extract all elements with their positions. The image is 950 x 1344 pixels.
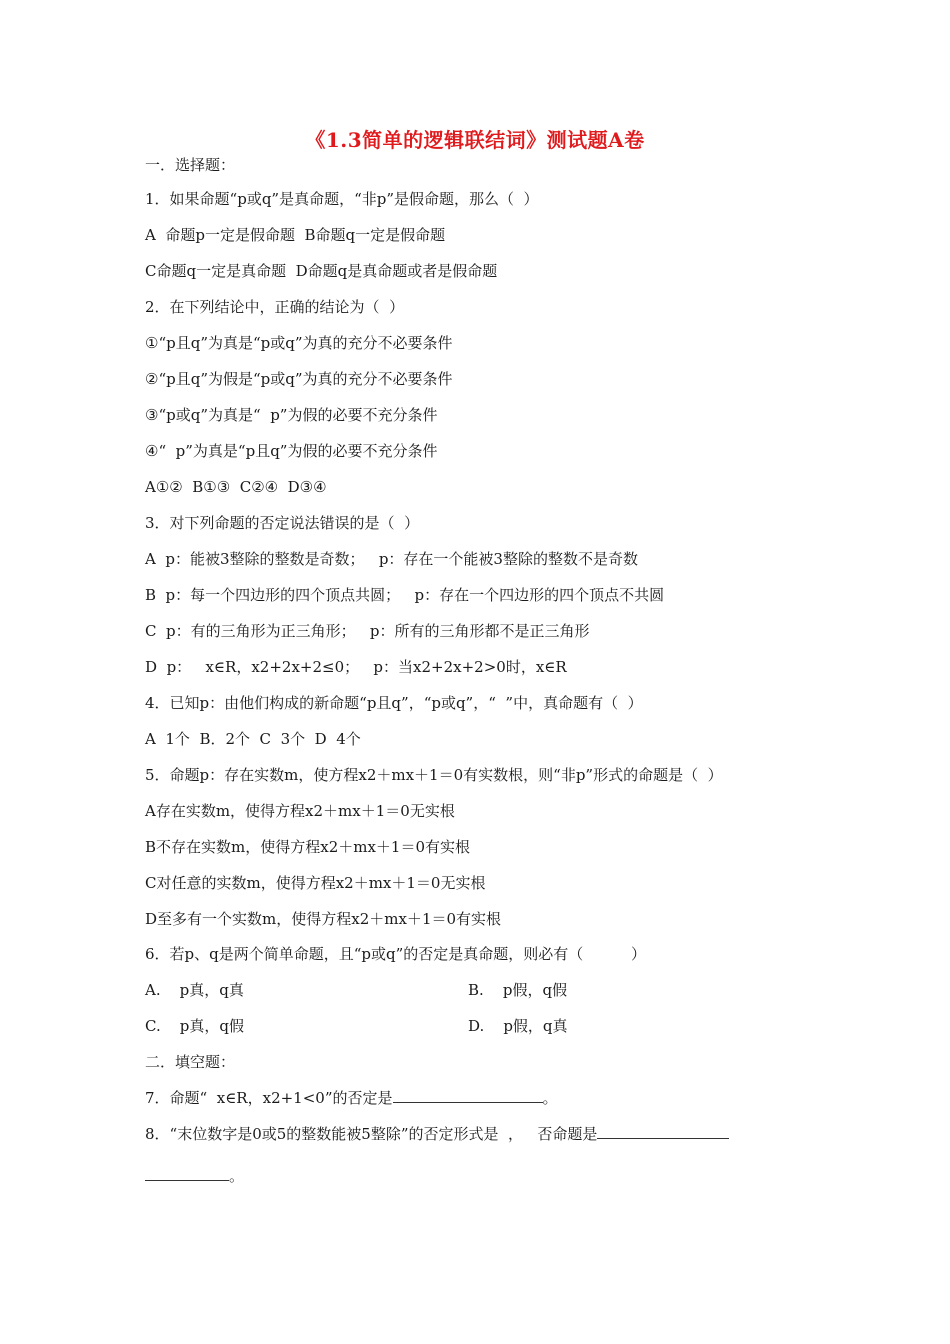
question-6-option-a: A. p真，q真 [145,981,244,999]
question-1-stem: 1．如果命题“p或q”是真命题，“非p”是假命题，那么（ ） [145,190,539,208]
question-5-option-a: A存在实数m，使得方程x2＋mx＋1＝0无实根 [145,802,455,820]
question-3-option-c: C p：有的三角形为正三角形； p：所有的三角形都不是正三角形 [145,622,590,640]
question-5-option-b: B不存在实数m，使得方程x2＋mx＋1＝0有实根 [145,838,471,856]
question-3-option-b: B p：每一个四边形的四个顶点共圆； p：存在一个四边形的四个顶点不共圆 [145,586,665,604]
question-7 [145,1088,558,1108]
question-2-stem: 2．在下列结论中，正确的结论为（ ） [145,298,405,316]
question-8 [145,1124,729,1144]
question-8-end: 。 [229,1167,245,1185]
question-8-answer-blank[interactable] [597,1124,729,1139]
question-6-option-c: C. p真，q假 [145,1017,244,1035]
question-1-options-ab: A 命题p一定是假命题 B命题q一定是假命题 [145,226,446,244]
question-1-options-cd: C命题q一定是真命题 D命题q是真命题或者是假命题 [145,262,498,280]
question-2-statement-2: ②“p且q”为假是“p或q”为真的充分不必要条件 [145,370,453,388]
question-8-answer-blank-cont[interactable] [145,1166,229,1181]
question-7-end: 。 [542,1089,558,1107]
question-2-options: A①② B①③ C②④ D③④ [145,478,327,496]
question-5-stem: 5．命题p：存在实数m，使方程x2＋mx＋1＝0有实数根，则“非p”形式的命题是（ ） [145,766,723,784]
question-2-statement-3: ③“p或q”为真是“ p”为假的必要不充分条件 [145,406,438,424]
question-2-statement-4: ④“ p”为真是“p且q”为假的必要不充分条件 [145,442,438,460]
question-8-continuation [145,1166,244,1186]
question-2-statement-1: ①“p且q”为真是“p或q”为真的充分不必要条件 [145,334,453,352]
question-3-stem: 3．对下列命题的否定说法错误的是（ ） [145,514,420,532]
question-4-options: A 1个 B．2个 C 3个 D 4个 [145,730,361,748]
question-6-option-b: B. p假，q假 [468,981,568,999]
question-6-stem: 6．若p、q是两个简单命题，且“p或q”的否定是真命题，则必有（ ） [145,945,646,963]
question-5-option-c: C对任意的实数m，使得方程x2＋mx＋1＝0无实根 [145,874,486,892]
page-title: 《1.3简单的逻辑联结词》测试题A卷 [305,128,645,152]
question-3-option-a: A p：能被3整除的整数是奇数； p：存在一个能被3整除的整数不是奇数 [145,550,638,568]
question-4-stem: 4．已知p：由他们构成的新命题“p且q”，“p或q”，“ ”中，真命题有（ ） [145,694,643,712]
question-3-option-d: D p： x∈R，x2+2x+2≤0； p：当x2+2x+2>0时，x∈R [145,658,567,676]
section-heading-fill: 二．填空题： [145,1053,236,1071]
question-8-stem: 8．“末位数字是0或5的整数能被5整除”的否定形式是 ， 否命题是 [145,1125,598,1143]
question-7-stem: 7．命题“ x∈R，x2+1<0”的否定是 [145,1089,393,1107]
question-7-answer-blank[interactable] [393,1088,543,1103]
section-heading-choice: 一．选择题： [145,156,236,174]
question-6-option-d: D. p假，q真 [468,1017,568,1035]
question-5-option-d: D至多有一个实数m，使得方程x2＋mx＋1＝0有实根 [145,910,502,928]
